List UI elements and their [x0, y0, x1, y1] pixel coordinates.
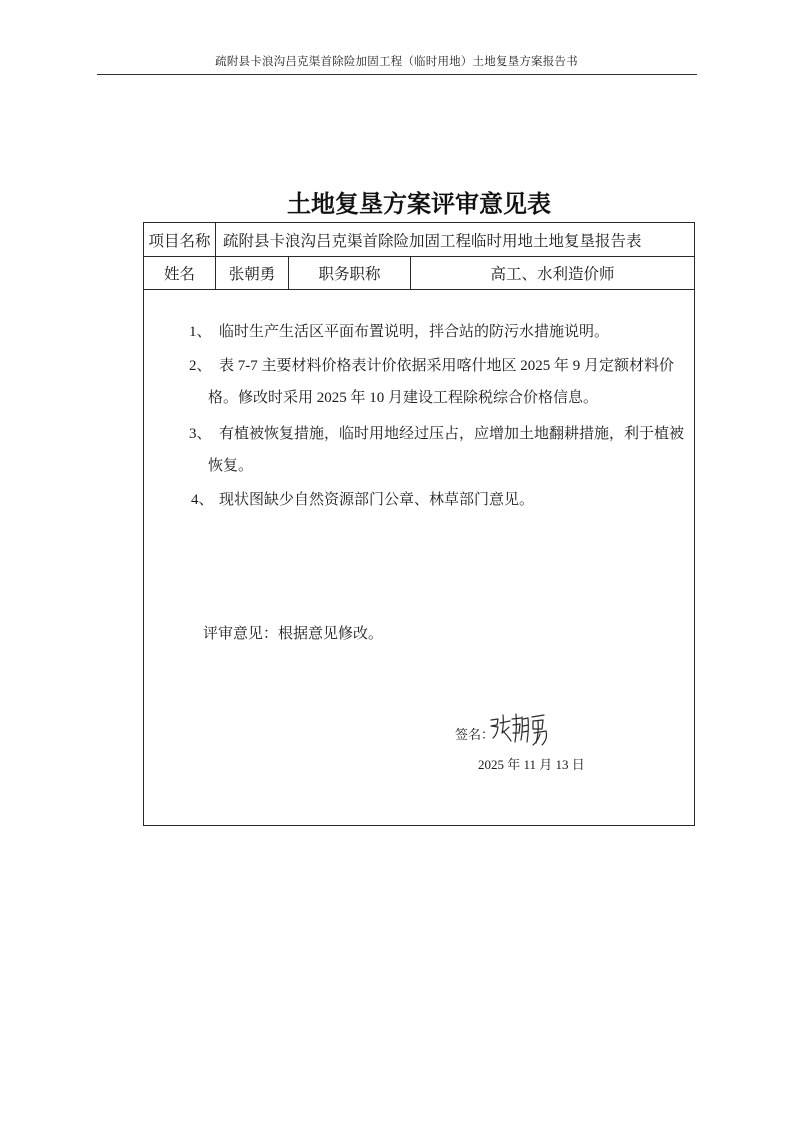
comment-item-2-continuation: 格。修改时采用 2025 年 10 月建设工程除税综合价格信息。: [208, 390, 599, 406]
review-opinion: [203, 624, 383, 644]
comment-text: 有植被恢复措施，临时用地经过压占，应增加土地翻耕措施，利于植被: [219, 426, 685, 442]
project-name-value: 疏附县卡浪沟吕克渠首除险加固工程临时用地土地复垦报告表: [223, 232, 642, 250]
comment-item-3-continuation: 恢复。: [208, 458, 254, 474]
comment-item-4: [191, 490, 534, 510]
comment-item-3: [189, 424, 684, 444]
review-date: 2025 年 11 月 13 日: [478, 757, 585, 772]
comment-text: 表 7-7 主要材料价格表计价依据采用喀什地区 2025 年 9 月定额材料价: [219, 358, 674, 374]
review-opinion-text: 根据意见修改。: [278, 626, 384, 642]
comment-number: 2、: [189, 358, 212, 374]
header-rule: [97, 74, 697, 75]
comment-text: 临时生产生活区平面布置说明，拌合站的防污水措施说明。: [219, 324, 610, 340]
review-comments-cell: [144, 290, 694, 825]
reviewer-name-value: 张朝勇: [228, 266, 276, 283]
position-title-value: 高工、水利造价师: [490, 266, 615, 283]
project-name-label: 项目名称: [148, 232, 211, 250]
signature-label: 签名：: [455, 727, 495, 742]
reviewer-name-label: 姓名: [163, 266, 195, 283]
comment-item-2: [189, 356, 674, 376]
review-opinion-label: 评审意见：: [203, 626, 279, 642]
comment-text: 现状图缺少自然资源部门公章、林草部门意见。: [219, 492, 535, 508]
handwritten-signature: [488, 711, 552, 749]
comment-number: 4、: [191, 492, 214, 508]
comment-item-1: [189, 322, 609, 342]
form-title: 土地复垦方案评审意见表: [287, 191, 551, 218]
review-table: [143, 222, 695, 826]
comment-number: 1、: [189, 324, 212, 340]
running-header: 疏附县卡浪沟吕克渠首除险加固工程（临时用地）土地复垦方案报告书: [215, 56, 578, 68]
comment-number: 3、: [189, 426, 212, 442]
position-title-label: 职务职称: [318, 266, 381, 283]
